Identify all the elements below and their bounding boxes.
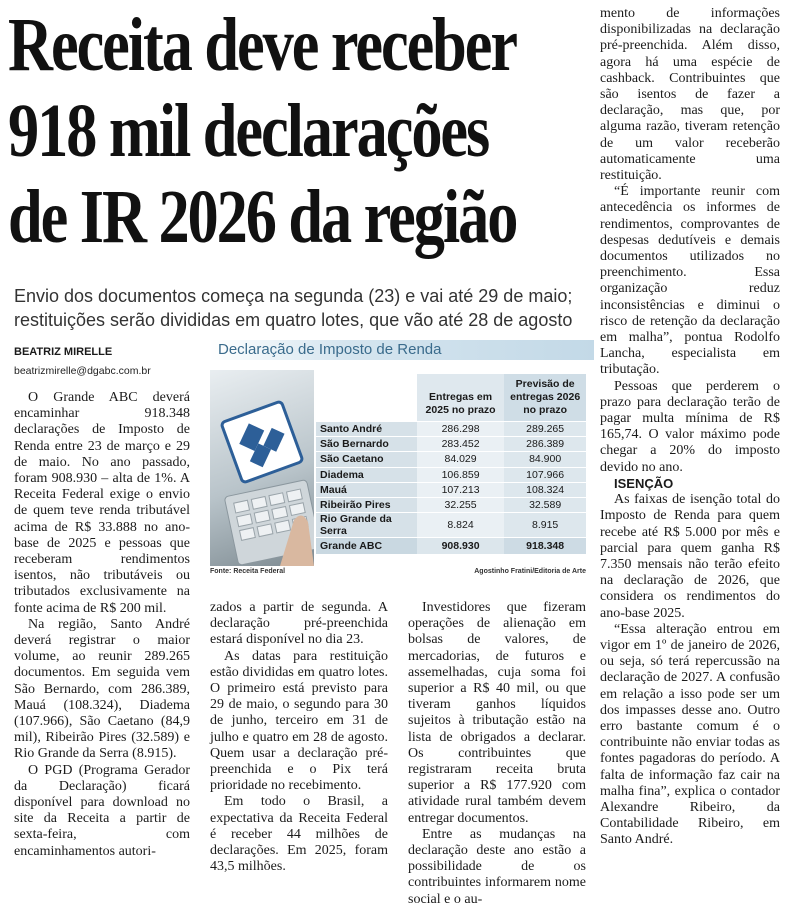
paragraph: mento de informações disponibilizadas na declaração pré-preenchida. Além disso, agora há uma espécie de cashback. Contribuintes que são isentos de fazer a declaração, mas que, por alguma razão, tiveram retenção de um valor receberão automaticamente uma restituição. bbox=[600, 6, 780, 184]
value-2026: 108.324 bbox=[504, 482, 586, 497]
total-2025: 908.930 bbox=[417, 538, 504, 555]
value-2025: 286.298 bbox=[417, 422, 504, 437]
city-name: Rio Grande da Serra bbox=[316, 513, 417, 538]
column-header-2026: Previsão de entregas 2026 no prazo bbox=[504, 374, 586, 422]
value-2025: 283.452 bbox=[417, 437, 504, 452]
city-name: Mauá bbox=[316, 482, 417, 497]
value-2025: 84.029 bbox=[417, 452, 504, 467]
value-2026: 8.915 bbox=[504, 513, 586, 538]
city-name: São Bernardo bbox=[316, 437, 417, 452]
table-row bbox=[316, 452, 586, 467]
table-row bbox=[316, 422, 586, 437]
headline-line-1: Receita deve receber bbox=[8, 3, 517, 87]
article-column-4 bbox=[600, 6, 780, 849]
paragraph: As faixas de isenção total do Imposto de Renda para quem recebe até R$ 5.000 por mês e parcial para quem ganha R$ 7.350 mensais não terão efeito na declaração de 2026, que considera os rendimentos do ano-base 2025. bbox=[600, 492, 780, 621]
city-name: Diadema bbox=[316, 467, 417, 482]
headline-line-3: de IR 2026 da região bbox=[8, 175, 517, 259]
subtitle-line-1: Envio dos documentos começa na segunda (23) e vai até 29 de maio; bbox=[14, 286, 573, 306]
table-row bbox=[316, 437, 586, 452]
ir-declarations-table bbox=[316, 374, 586, 554]
table-total-row bbox=[316, 538, 586, 555]
article-column-1 bbox=[14, 390, 190, 860]
paragraph: “Essa alteração entrou em vigor em 1º de janeiro de 2026, ou seja, só terá repercussão na declaração de 2027. A confusão em relação a isso pode ser um dos impasses desse ano. Outro erro bastante comum é o contribuinte não enviar todas as fontes pagadoras do período. A falta de informação faz cair na malha fina”, explica o contador Alexandre Ribeiro, da Contabilidade Ribeiro, em Santo André. bbox=[600, 621, 780, 848]
infobox-title: Declaração de Imposto de Renda bbox=[210, 340, 594, 360]
paragraph: “É importante reunir com antecedência os informes de rendimentos, comprovantes de despesas dedutíveis e demais documentos utilizados no preenchimento. Essa organização reduz inconsistências e diminui o risco de retenção da declaração em malha”, pontua Rodolfo Lancha, especialista em tributação. bbox=[600, 184, 780, 378]
article-column-3 bbox=[408, 600, 586, 908]
paragraph: O PGD (Programa Gerador da Declaração) ficará disponível para download no site da Receita a partir de sexta-feira, com encaminhamentos autori- bbox=[14, 762, 190, 859]
receita-logo-calculator-photo bbox=[210, 370, 314, 566]
value-2025: 107.213 bbox=[417, 482, 504, 497]
value-2026: 32.589 bbox=[504, 497, 586, 512]
table-row bbox=[316, 497, 586, 512]
paragraph: Em todo o Brasil, a expectativa da Receita Federal é receber 44 milhões de declarações. Em 2025, foram 43,5 milhões. bbox=[210, 794, 388, 875]
paragraph: O Grande ABC deverá encaminhar 918.348 declarações de Imposto de Renda entre 23 de março e 29 de maio. No ano passado, foram 908.930 – alta de 1%. A Receita Federal exige o envio de quem teve renda tributável acima de R$ 33.888 no ano-base de 2025 e pessoas que receberam rendimentos isentos, não tributáveis ou tributados exclusivamente na fonte acima de R$ 200 mil. bbox=[14, 390, 190, 616]
paragraph: Investidores que fizeram operações de alienação em bolsas de valores, de mercadorias, de futuros e assemelhadas, cuja soma foi superior a R$ 40 mil, ou que tiveram ganhos líquidos sujeitos à tributação estão na lista de obrigados a declarar. Os contribuintes que registraram receita bruta superior a R$ 177.920 com atividade rural também devem entregar documentos. bbox=[408, 600, 586, 826]
value-2025: 106.859 bbox=[417, 467, 504, 482]
paragraph: Pessoas que perderem o prazo para declaração terão de pagar multa mínima de R$ 165,74. O valor máximo pode chegar a 20% do imposto devido no ano. bbox=[600, 378, 780, 475]
value-2026: 286.389 bbox=[504, 437, 586, 452]
headline bbox=[8, 2, 517, 260]
receita-federal-logo-icon bbox=[210, 370, 314, 566]
value-2026: 84.900 bbox=[504, 452, 586, 467]
total-2026: 918.348 bbox=[504, 538, 586, 555]
value-2025: 8.824 bbox=[417, 513, 504, 538]
headline-line-2: 918 mil declarações bbox=[8, 89, 489, 173]
table-row bbox=[316, 513, 586, 538]
city-name: Ribeirão Pires bbox=[316, 497, 417, 512]
author-name: BEATRIZ MIRELLE bbox=[14, 346, 113, 358]
subtitle bbox=[14, 284, 594, 332]
value-2026: 289.265 bbox=[504, 422, 586, 437]
paragraph: zados a partir de segunda. A declaração pré-preenchida estará disponível no dia 23. bbox=[210, 600, 388, 648]
city-name: São Caetano bbox=[316, 452, 417, 467]
infobox-credit: Agostinho Fratini/Editoria de Arte bbox=[474, 568, 586, 575]
column-header-2025: Entregas em 2025 no prazo bbox=[417, 374, 504, 422]
value-2025: 32.255 bbox=[417, 497, 504, 512]
value-2026: 107.966 bbox=[504, 467, 586, 482]
author-email[interactable]: beatrizmirelle@dgabc.com.br bbox=[14, 365, 151, 377]
total-label: Grande ABC bbox=[316, 538, 417, 555]
paragraph: Na região, Santo André deverá registrar o maior volume, ao reunir 289.265 documentos. Em seguida vem São Bernardo, com 286.389, Mauá (108.324), Diadema (107.966), São Caetano (84,9 mil), Ribeirão Pires (32.589) e Rio Grande da Serra (8.915). bbox=[14, 616, 190, 762]
infobox-source: Fonte: Receita Federal bbox=[210, 568, 286, 575]
infobox bbox=[210, 340, 588, 578]
section-title: ISENÇÃO bbox=[614, 475, 674, 491]
article-column-2 bbox=[210, 600, 388, 875]
subtitle-line-2: restituições serão divididas em quatro lotes, que vão até 28 de agosto bbox=[14, 310, 573, 330]
table-row bbox=[316, 482, 586, 497]
paragraph: Entre as mudanças na declaração deste ano estão a possibilidade de os contribuintes informarem nome social e o au- bbox=[408, 826, 586, 907]
city-name: Santo André bbox=[316, 422, 417, 437]
table-row bbox=[316, 467, 586, 482]
paragraph: As datas para restituição estão divididas em quatro lotes. O primeiro está previsto para 29 de maio, o segundo para 30 de junho, terceiro em 31 de julho e quatro em 28 de agosto. Quem usar a declaração pré-preenchida e o Pix terá prioridade no recebimento. bbox=[210, 648, 388, 794]
